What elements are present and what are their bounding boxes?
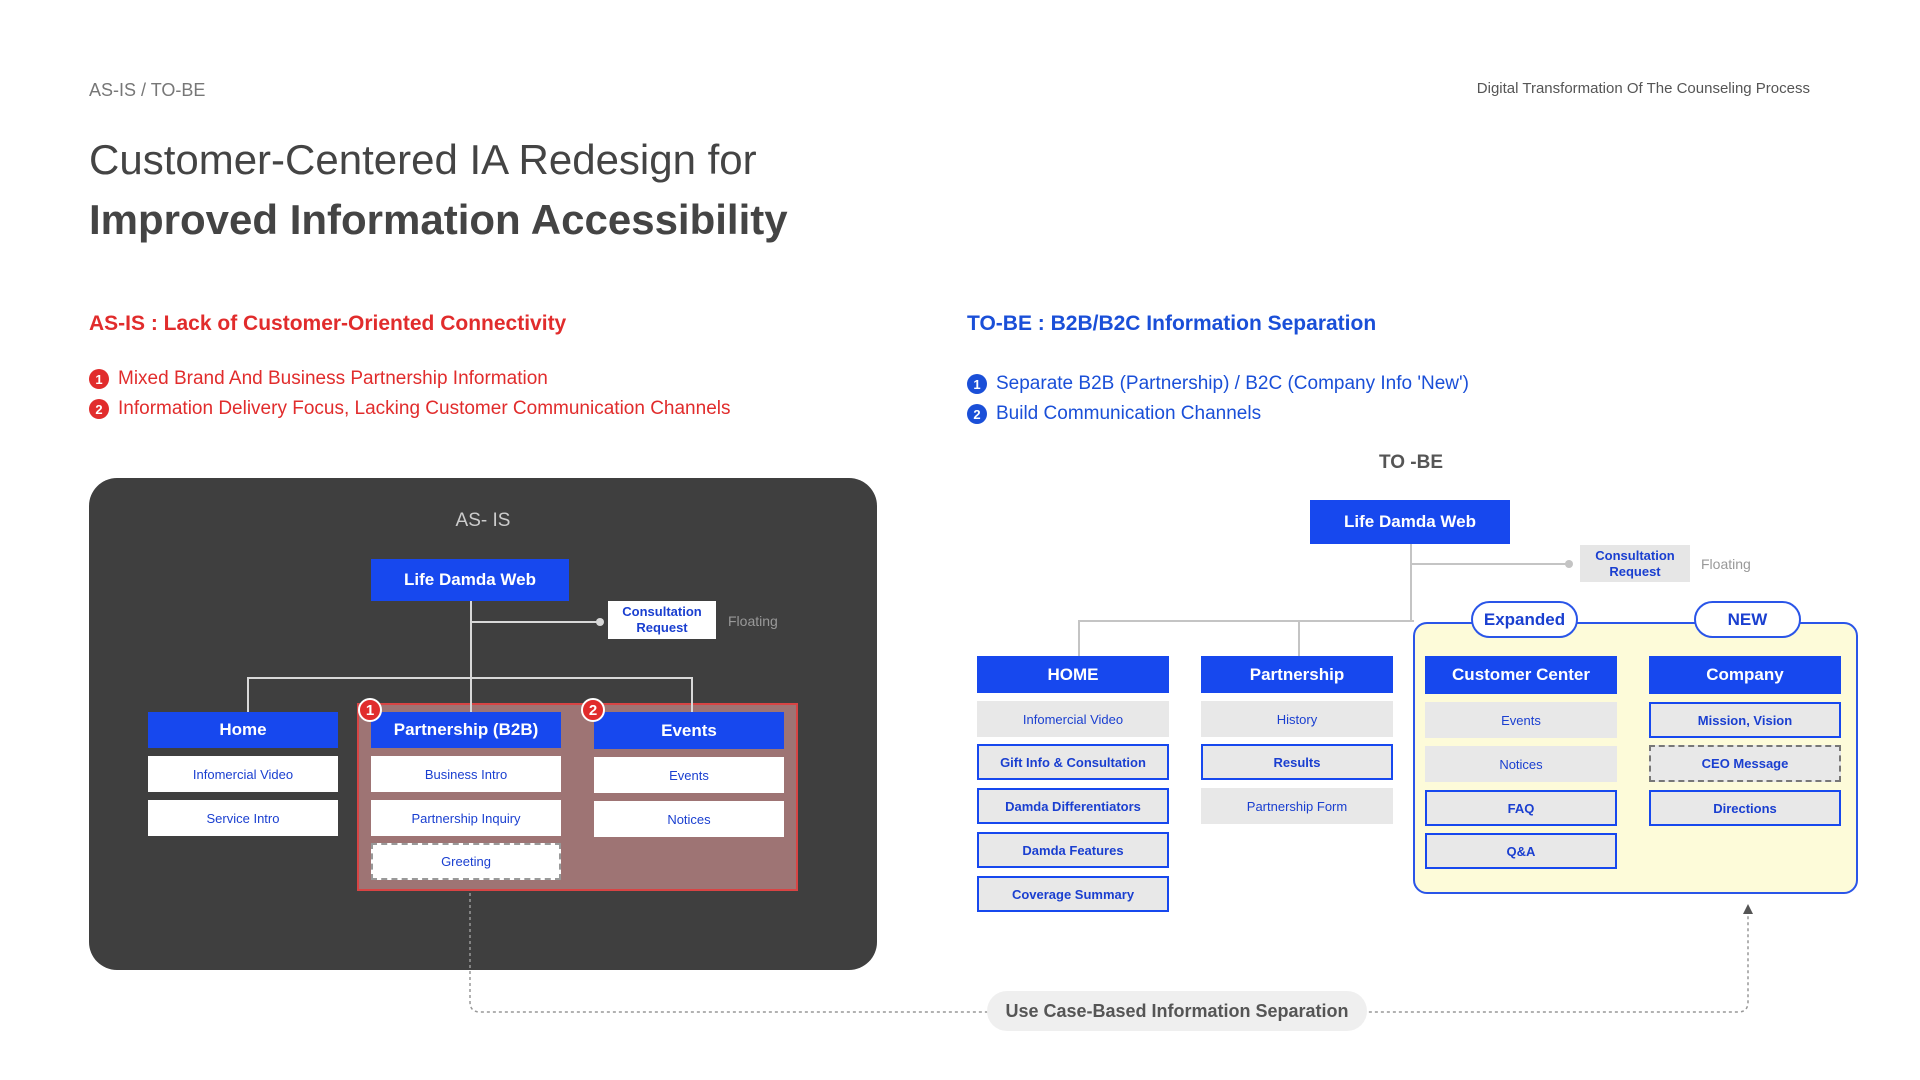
to-be-column-header: Partnership: [1201, 656, 1393, 693]
as-is-root-node: Life Damda Web: [371, 559, 569, 601]
as-is-column-item: Service Intro: [148, 800, 338, 836]
to-be-column-header: HOME: [977, 656, 1169, 693]
as-is-column-item: Notices: [594, 801, 784, 837]
arrow-up-icon: [1743, 904, 1753, 914]
new-tag: NEW: [1694, 601, 1801, 638]
as-is-heading: AS-IS : Lack of Customer-Oriented Connectivity: [89, 312, 567, 335]
to-be-column-item: Damda Differentiators: [977, 788, 1169, 824]
to-be-column-item: Infomercial Video: [977, 701, 1169, 737]
to-be-column-item: History: [1201, 701, 1393, 737]
to-be-column-header: Customer Center: [1425, 656, 1617, 694]
number-badge: 2: [967, 404, 987, 424]
bullet-text: Build Communication Channels: [996, 403, 1262, 424]
as-is-column-header: Home: [148, 712, 338, 748]
as-is-column-header: Partnership (B2B): [371, 712, 561, 748]
as-is-column-item: Infomercial Video: [148, 756, 338, 792]
page-title-line2: Improved Information Accessibility: [89, 196, 788, 243]
deck-title: Digital Transformation Of The Counseling Process: [1476, 80, 1810, 97]
to-be-column-item: Events: [1425, 702, 1617, 738]
number-badge: 1: [967, 374, 987, 394]
as-is-column-item: Events: [594, 757, 784, 793]
to-be-column-item: Coverage Summary: [977, 876, 1169, 912]
as-is-consultation-node: Consultation Request: [608, 601, 716, 639]
to-be-column-item: Damda Features: [977, 832, 1169, 868]
to-be-column-item: Partnership Form: [1201, 788, 1393, 824]
number-badge: 2: [89, 399, 109, 419]
as-is-column-item: Business Intro: [371, 756, 561, 792]
to-be-column-item: Directions: [1649, 790, 1841, 826]
as-is-column-item: Partnership Inquiry: [371, 800, 561, 836]
to-be-column-item: Notices: [1425, 746, 1617, 782]
to-be-column-item: Results: [1201, 744, 1393, 780]
to-be-column-item: Gift Info & Consultation: [977, 744, 1169, 780]
bullet-text: Information Delivery Focus, Lacking Customer Communication Channels: [118, 398, 731, 419]
to-be-column-item: CEO Message: [1649, 745, 1841, 782]
number-badge: 2: [581, 698, 605, 722]
as-is-floating-label: Floating: [728, 613, 778, 629]
as-is-panel-label: AS- IS: [455, 510, 511, 531]
eyebrow: AS-IS / TO-BE: [89, 80, 206, 100]
to-be-heading: TO-BE : B2B/B2C Information Separation: [967, 312, 1377, 335]
as-is-column-header: Events: [594, 712, 784, 749]
to-be-column-item: FAQ: [1425, 790, 1617, 826]
expanded-tag: Expanded: [1471, 601, 1578, 638]
to-be-consultation-node: Consultation Request: [1580, 545, 1690, 582]
use-case-separation-label: Use Case-Based Information Separation: [987, 991, 1367, 1031]
number-badge: 1: [89, 369, 109, 389]
bullet-text: Mixed Brand And Business Partnership Information: [118, 368, 548, 389]
to-be-diagram-label: TO -BE: [1378, 452, 1444, 473]
to-be-root-node: Life Damda Web: [1310, 500, 1510, 544]
to-be-column-item: Mission, Vision: [1649, 702, 1841, 738]
to-be-column-item: Q&A: [1425, 833, 1617, 869]
as-is-column-item: Greeting: [371, 843, 561, 880]
to-be-column-header: Company: [1649, 656, 1841, 694]
bullet-text: Separate B2B (Partnership) / B2C (Company Info 'New'): [996, 373, 1469, 394]
number-badge: 1: [358, 698, 382, 722]
page-title-line1: Customer-Centered IA Redesign for: [89, 136, 757, 183]
to-be-floating-label: Floating: [1701, 556, 1751, 572]
